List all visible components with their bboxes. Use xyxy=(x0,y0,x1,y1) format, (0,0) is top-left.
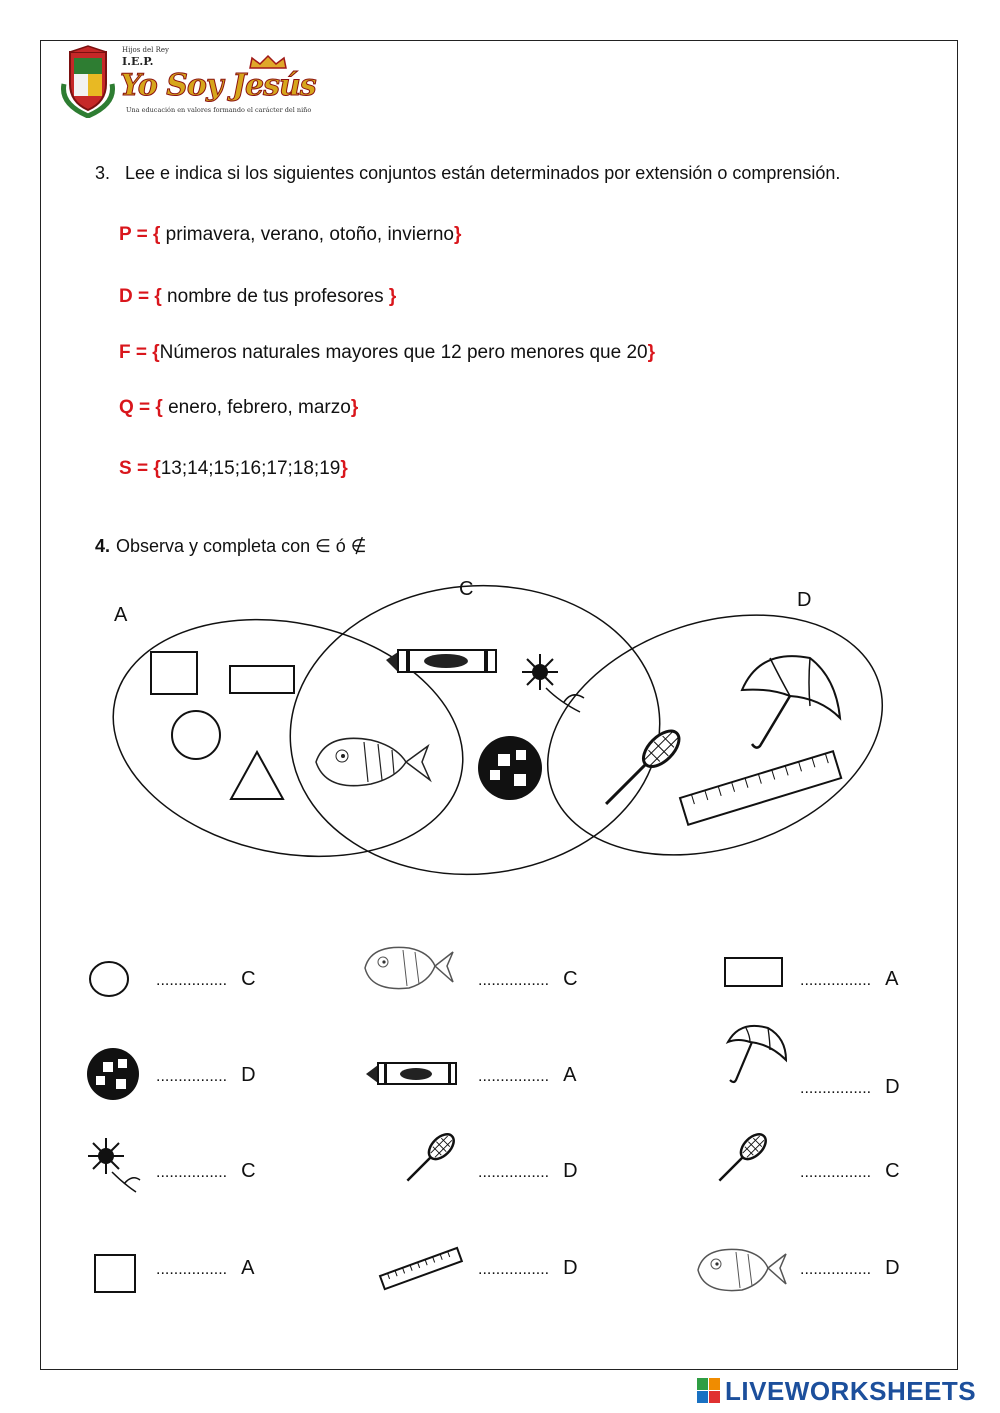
question-4-number: 4. xyxy=(95,536,111,556)
answer-row-1-col-3[interactable]: ................ A xyxy=(800,968,899,990)
ruler-picture xyxy=(680,751,841,825)
set-c-ellipse xyxy=(278,580,672,890)
circle-icon xyxy=(88,960,130,998)
question-3-prompt: Lee e indica si los siguientes conjuntos están determinados por extensión o comprensión. xyxy=(125,163,841,183)
set-p: P = { primavera, verano, otoño, invierno} xyxy=(119,224,462,245)
school-logo xyxy=(58,44,318,120)
set-q: Q = { enero, febrero, marzo} xyxy=(119,397,359,418)
answer-row-2-col-3[interactable]: ................ D xyxy=(800,1076,900,1098)
answer-row-4-col-3[interactable]: ................ D xyxy=(800,1257,900,1279)
rectangle-shape xyxy=(230,666,294,693)
ball-picture xyxy=(478,736,542,800)
venn-label-d: D xyxy=(797,589,812,611)
umbrella-icon xyxy=(726,1024,790,1086)
venn-label-c: C xyxy=(459,578,474,600)
ball-icon xyxy=(84,1048,142,1100)
school-top-text: Hijos del Rey xyxy=(122,46,170,54)
answer-row-1-col-2[interactable]: ................ C xyxy=(478,968,578,990)
square-icon xyxy=(94,1254,138,1294)
square-shape xyxy=(151,652,197,694)
school-tagline: Una educación en valores formando el carácter del niño xyxy=(126,106,312,114)
school-name: Yo Soy Jesús xyxy=(120,68,316,103)
question-3-text xyxy=(95,160,917,186)
circle-shape xyxy=(172,711,220,759)
racket-icon xyxy=(398,1128,462,1188)
answer-row-3-col-1[interactable]: ................ C xyxy=(156,1160,256,1182)
liveworksheets-text: LIVEWORKSHEETS xyxy=(725,1376,977,1406)
answer-row-3-col-3[interactable]: ................ C xyxy=(800,1160,900,1182)
set-d-ellipse xyxy=(516,580,913,896)
answer-row-2-col-2[interactable]: ................ A xyxy=(478,1064,577,1086)
racket-icon xyxy=(710,1128,774,1188)
answer-row-3-col-2[interactable]: ................ D xyxy=(478,1160,578,1182)
answer-row-2-col-1[interactable]: ................ D xyxy=(156,1064,256,1086)
question-4-prompt: Observa y completa con ∈ ó ∉ xyxy=(116,536,367,556)
flower-icon xyxy=(84,1134,144,1196)
fish-icon xyxy=(363,938,455,994)
venn-label-a: A xyxy=(114,604,128,626)
umbrella-picture xyxy=(742,656,840,748)
rectangle-icon xyxy=(724,957,784,989)
fish-picture xyxy=(316,738,430,785)
liveworksheets-logo[interactable] xyxy=(697,1376,976,1407)
crest-icon xyxy=(58,44,118,118)
set-a-ellipse xyxy=(91,589,485,888)
liveworksheets-cube-icon xyxy=(697,1378,721,1404)
question-3-number: 3. xyxy=(95,163,111,183)
school-iep-text: I.E.P. xyxy=(122,55,154,68)
triangle-shape xyxy=(231,752,283,799)
crayon-icon xyxy=(366,1062,460,1086)
answer-row-1-col-1[interactable]: ................ C xyxy=(156,968,256,990)
fish-icon xyxy=(696,1240,788,1298)
ruler-icon xyxy=(378,1244,462,1288)
venn-diagram xyxy=(0,580,1000,900)
flower-picture xyxy=(522,654,584,712)
crayon-picture xyxy=(386,650,496,672)
set-d: D = { nombre de tus profesores } xyxy=(119,286,397,307)
racket-picture xyxy=(598,725,686,813)
answer-row-4-col-1[interactable]: ................ A xyxy=(156,1257,255,1279)
set-f: F = {Números naturales mayores que 12 pero menores que 20} xyxy=(119,342,656,363)
answer-row-4-col-2[interactable]: ................ D xyxy=(478,1257,578,1279)
question-4-text xyxy=(95,536,366,557)
set-s: S = {13;14;15;16;17;18;19} xyxy=(119,458,348,479)
